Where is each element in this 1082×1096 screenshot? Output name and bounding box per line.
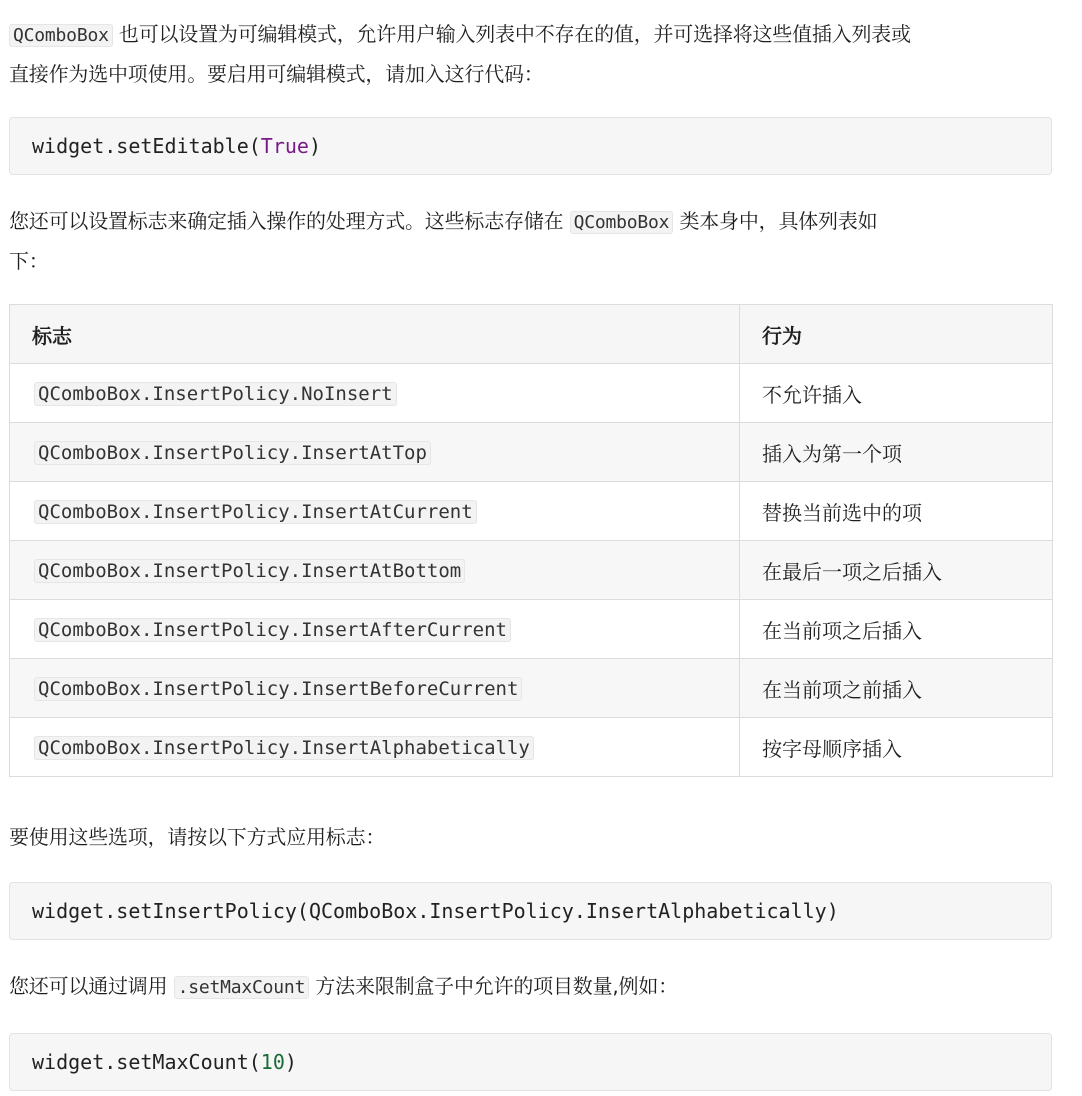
flag-cell — [10, 541, 740, 600]
flags-intro-text-after: 类本身中，具体列表如 — [673, 209, 878, 233]
behavior-cell: 在最后一项之后插入 — [740, 541, 1053, 600]
table-header-flag: 标志 — [10, 305, 740, 364]
flag-code: QComboBox.InsertPolicy.InsertBeforeCurrent — [34, 677, 522, 701]
inline-code-setmaxcount: .setMaxCount — [174, 976, 310, 999]
code-text-suffix: ) — [284, 1050, 297, 1074]
intro-paragraph — [9, 15, 1052, 93]
flag-code: QComboBox.InsertPolicy.NoInsert — [34, 382, 397, 406]
code-block-set-editable — [9, 117, 1052, 175]
code-text: widget.setEditable( — [32, 134, 261, 158]
code-text: widget.setMaxCount( — [32, 1050, 261, 1074]
intro-line2-text: 直接作为选中项使用。要启用可编辑模式，请加入这行代码： — [9, 62, 544, 86]
behavior-cell: 插入为第一个项 — [740, 423, 1053, 482]
maxcount-intro-text: 您还可以通过调用 — [9, 974, 174, 998]
table-header-behavior: 行为 — [740, 305, 1053, 364]
table-row — [10, 482, 1053, 541]
apply-intro-paragraph: 要使用这些选项，请按以下方式应用标志： — [9, 825, 386, 849]
flag-cell — [10, 482, 740, 541]
table-row — [10, 364, 1053, 423]
table-header-row — [10, 305, 1053, 364]
table-row — [10, 718, 1053, 777]
flag-cell — [10, 718, 740, 777]
flag-cell — [10, 659, 740, 718]
flags-intro-line2: 下： — [9, 249, 49, 273]
behavior-cell: 不允许插入 — [740, 364, 1053, 423]
code-number: 10 — [260, 1050, 285, 1074]
maxcount-intro-paragraph — [9, 967, 1052, 1007]
inline-code-qcombobox: QComboBox — [9, 24, 113, 47]
flag-cell — [10, 364, 740, 423]
inline-code-qcombobox: QComboBox — [570, 211, 674, 234]
flag-code: QComboBox.InsertPolicy.InsertAtBottom — [34, 559, 465, 583]
flags-intro-text: 您还可以设置标志来确定插入操作的处理方式。这些标志存储在 — [9, 209, 570, 233]
flag-cell — [10, 423, 740, 482]
behavior-cell: 替换当前选中的项 — [740, 482, 1053, 541]
table-row — [10, 423, 1053, 482]
code-text-suffix: ) — [308, 134, 321, 158]
table-row — [10, 659, 1053, 718]
flags-intro-paragraph — [9, 202, 1052, 280]
table-row — [10, 600, 1053, 659]
flag-code: QComboBox.InsertPolicy.InsertAlphabetically — [34, 736, 534, 760]
flag-code: QComboBox.InsertPolicy.InsertAfterCurrent — [34, 618, 511, 642]
behavior-cell: 按字母顺序插入 — [740, 718, 1053, 777]
table-row — [10, 541, 1053, 600]
code-block-set-max-count — [9, 1033, 1052, 1091]
flag-code: QComboBox.InsertPolicy.InsertAtCurrent — [34, 500, 477, 524]
code-block-set-insert-policy: widget.setInsertPolicy(QComboBox.InsertPolicy.InsertAlphabetically) — [9, 882, 1052, 940]
flag-code: QComboBox.InsertPolicy.InsertAtTop — [34, 441, 431, 465]
maxcount-intro-text-after: 方法来限制盒子中允许的项目数量,例如： — [309, 974, 678, 998]
intro-line1-text: 也可以设置为可编辑模式，允许用户输入列表中不存在的值，并可选择将这些值插入列表或 — [112, 22, 911, 46]
insert-policy-table — [9, 304, 1053, 777]
behavior-cell: 在当前项之后插入 — [740, 600, 1053, 659]
behavior-cell: 在当前项之前插入 — [740, 659, 1053, 718]
flag-cell — [10, 600, 740, 659]
code-keyword-true: True — [260, 134, 309, 158]
